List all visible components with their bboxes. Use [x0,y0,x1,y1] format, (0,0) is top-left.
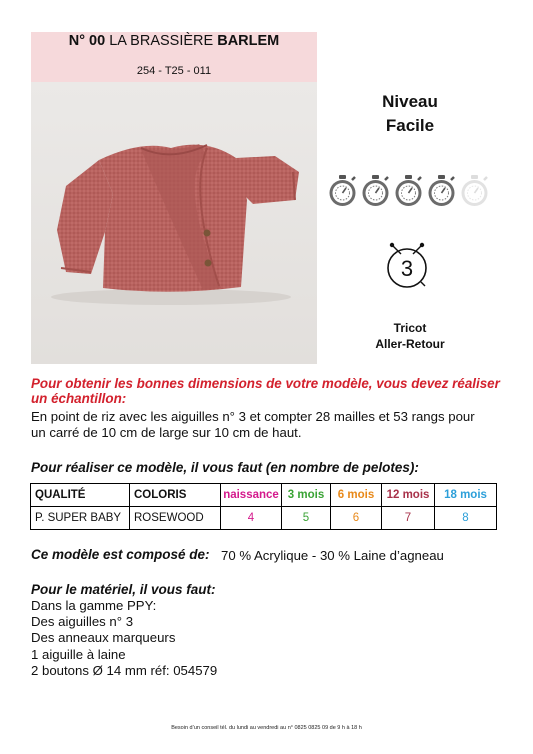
cell-qty-1: 5 [282,507,331,530]
knitting-technique [345,320,475,352]
column-size-0: naissance [221,484,282,507]
materials-heading: Pour le matériel, il vous faut: [31,582,216,597]
cell-color: ROSEWOOD [130,507,221,530]
pattern-name: BARLEM [217,33,280,49]
difficulty-label [340,90,480,138]
list-item: 1 aiguille à laine [31,646,126,662]
column-size-1: 3 mois [282,484,331,507]
gauge-line-2: un carré de 10 cm de large sur 10 cm de haut. [31,425,302,440]
stopwatch-icon [327,174,358,208]
stopwatch-icon [393,174,424,208]
needle-size-badge [381,238,433,290]
technique-line2: Aller-Retour [375,337,445,351]
column-quality: QUALITÉ [31,484,130,507]
composition-heading: Ce modèle est composé de: [31,547,210,562]
gauge-heading: Pour obtenir les bonnes dimensions de votre modèle, vous devez réaliser un échantillon: [31,376,500,406]
table-row [31,507,497,530]
column-color: COLORIS [130,484,221,507]
list-item: Des aiguilles n° 3 [31,614,134,630]
cell-qty-0: 4 [221,507,282,530]
difficulty-title: Niveau [382,92,438,111]
materials-list [31,598,217,679]
cell-quality: P. SUPER BABY [31,507,130,530]
pattern-reference: 254 - T25 - 011 [136,65,212,77]
composition-value: 70 % Acrylique - 30 % Laine d’agneau [221,548,444,563]
column-size-3: 12 mois [382,484,435,507]
pattern-title [31,33,317,49]
gauge-instructions [31,409,521,441]
column-size-2: 6 mois [331,484,382,507]
table-header-row [31,484,497,507]
pattern-type: LA BRASSIÈRE [109,33,214,49]
column-size-4: 18 mois [435,484,497,507]
list-item: Des anneaux marqueurs [31,630,176,646]
gauge-line-1: En point de riz avec les aiguilles n° 3 et compter 28 mailles et 53 rangs pour [31,409,475,424]
stopwatch-icon [360,174,391,208]
knitting-needles-icon [381,238,433,290]
cell-qty-2: 6 [331,507,382,530]
list-item: 2 boutons Ø 14 mm réf: 054579 [31,662,218,678]
stopwatch-icon [426,174,457,208]
technique-line1: Tricot [393,321,427,335]
stopwatch-icon-faded [459,174,490,208]
difficulty-rating [327,174,493,210]
footer-help-line: Besoin d’un conseil tél. du lundi au vendredi au n° 0825 0825 09 de 9 h à 18 h [171,725,362,731]
pattern-number: N° 00 [68,33,106,49]
cell-qty-3: 7 [382,507,435,530]
sweater-photo [31,82,317,364]
difficulty-value: Facile [385,116,435,135]
requirements-heading: Pour réaliser ce modèle, il vous faut (en nombre de pelotes): [31,460,419,475]
list-item: Dans la gamme PPY: [31,598,157,613]
cell-qty-4: 8 [435,507,497,530]
needle-size-value: 3 [400,256,414,281]
yarn-table [30,483,497,530]
